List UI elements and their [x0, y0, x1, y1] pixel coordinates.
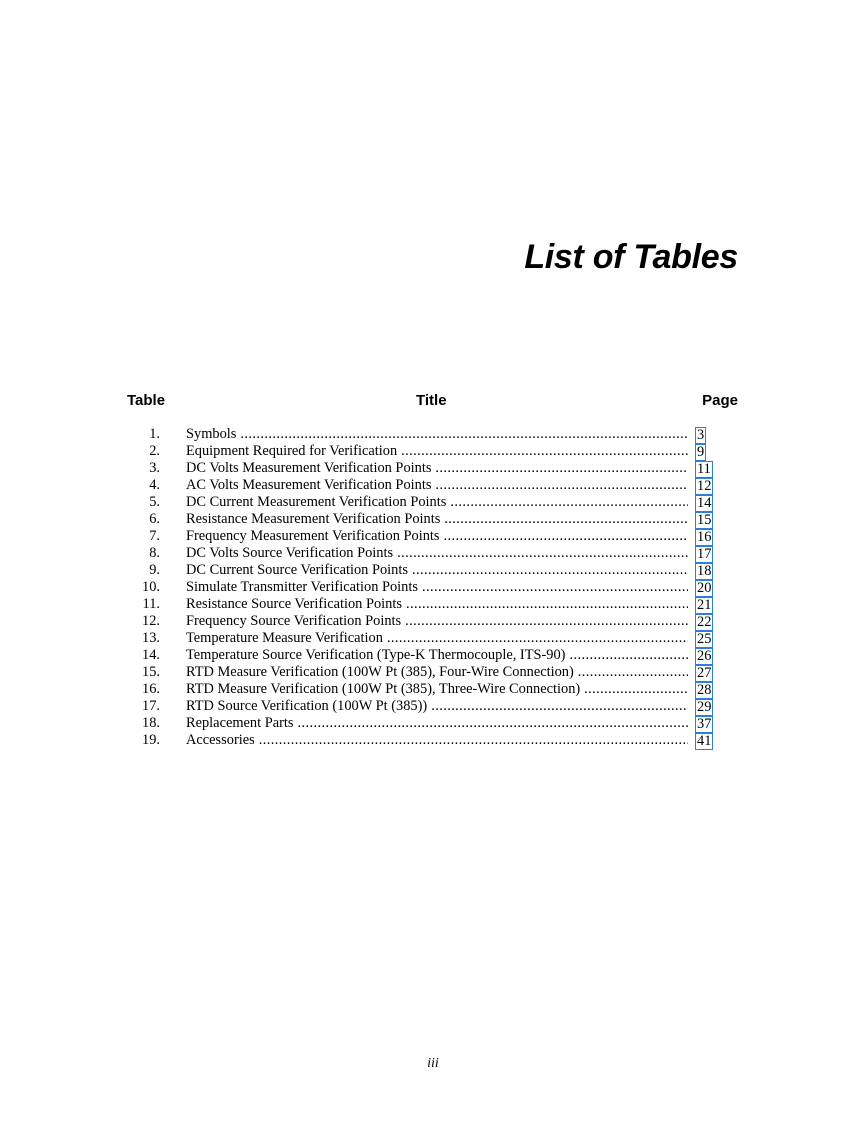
toc-entry-title: RTD Measure Verification (100W Pt (385), Three-Wire Connection) ..... [186, 681, 688, 698]
toc-entry [130, 613, 720, 630]
toc-entry [130, 460, 720, 477]
toc-entry [130, 630, 720, 647]
toc-entry-number: 3. [149, 460, 160, 476]
toc-entry-title: Temperature Measure Verification ..... [186, 630, 688, 647]
toc-entry-page-link[interactable]: 3 [697, 427, 705, 443]
toc-entry-number: 12. [142, 613, 160, 629]
toc-entry-page-link[interactable]: 18 [697, 563, 712, 579]
toc-entry-page-link[interactable]: 16 [697, 529, 712, 545]
toc-entry-title: Resistance Source Verification Points ..... [186, 596, 688, 613]
toc-entry [130, 715, 720, 732]
toc-entry-number: 18. [142, 715, 160, 731]
toc-entry-number: 15. [142, 664, 160, 680]
toc-entry-title: DC Volts Source Verification Points ..... [186, 545, 688, 562]
column-header-table: Table [127, 392, 166, 409]
toc-entry [130, 426, 720, 443]
toc-entry-number: 16. [142, 681, 160, 697]
toc-entry-title: Symbols ..... [186, 426, 688, 443]
toc-entry-page-link[interactable]: 28 [697, 682, 712, 698]
column-header-page: Page [702, 392, 738, 409]
toc-entry-title: Replacement Parts ..... [186, 715, 688, 732]
toc-entry [130, 528, 720, 545]
toc-entry-page-link[interactable]: 15 [697, 512, 712, 528]
toc-entry-number: 1. [149, 426, 160, 442]
page-title: List of Tables [524, 238, 738, 276]
toc-entry-number: 13. [142, 630, 160, 646]
toc-entry [130, 562, 720, 579]
toc-entry-title: Resistance Measurement Verification Points ..... [186, 511, 688, 528]
toc-entry [130, 681, 720, 698]
toc-entry [130, 732, 720, 749]
toc-entry-title: Frequency Source Verification Points ..... [186, 613, 688, 630]
toc-entry-page-link[interactable]: 25 [697, 631, 712, 647]
table-of-contents-list [130, 426, 720, 749]
toc-entry [130, 443, 720, 460]
toc-entry-number: 7. [149, 528, 160, 544]
toc-entry-title: Temperature Source Verification (Type-K Thermocouple, ITS-90) ..... [186, 647, 688, 664]
toc-entry-title: DC Current Source Verification Points ..... [186, 562, 688, 579]
toc-entry-page-link[interactable]: 20 [697, 580, 712, 596]
toc-entry [130, 664, 720, 681]
toc-entry [130, 494, 720, 511]
toc-entry-title: RTD Measure Verification (100W Pt (385), Four-Wire Connection) ..... [186, 664, 688, 681]
toc-entry [130, 596, 720, 613]
column-header-title: Title [416, 392, 447, 409]
toc-entry-number: 8. [149, 545, 160, 561]
toc-entry [130, 511, 720, 528]
toc-entry-title: AC Volts Measurement Verification Points ..... [186, 477, 688, 494]
toc-entry-page-link[interactable]: 14 [697, 495, 712, 511]
toc-entry-page-link[interactable]: 21 [697, 597, 712, 613]
toc-entry [130, 545, 720, 562]
toc-entry-title: DC Volts Measurement Verification Points ..... [186, 460, 688, 477]
toc-entry-title: Accessories ..... [186, 732, 688, 749]
toc-entry-page-link[interactable]: 37 [697, 716, 712, 732]
toc-entry [130, 579, 720, 596]
toc-entry-page-link[interactable]: 11 [697, 461, 711, 477]
toc-entry-page-link[interactable]: 27 [697, 665, 712, 681]
toc-entry-number: 2. [149, 443, 160, 459]
toc-entry-page-link[interactable]: 17 [697, 546, 712, 562]
toc-entry-number: 4. [149, 477, 160, 493]
toc-entry-page-link[interactable]: 9 [697, 444, 705, 460]
toc-entry-title: Frequency Measurement Verification Points ..... [186, 528, 688, 545]
toc-entry-page-link[interactable]: 22 [697, 614, 712, 630]
toc-entry-title: DC Current Measurement Verification Points ..... [186, 494, 688, 511]
page-number-folio: iii [427, 1056, 439, 1071]
toc-entry-number: 9. [149, 562, 160, 578]
toc-entry-page-link[interactable]: 41 [697, 733, 712, 749]
toc-entry-number: 11. [142, 596, 160, 612]
toc-entry [130, 647, 720, 664]
toc-entry-number: 17. [142, 698, 160, 714]
toc-entry-page-link[interactable]: 26 [697, 648, 712, 664]
toc-entry [130, 698, 720, 715]
toc-entry-number: 14. [142, 647, 160, 663]
toc-entry-number: 10. [142, 579, 160, 595]
toc-entry-number: 5. [149, 494, 160, 510]
toc-entry-number: 6. [149, 511, 160, 527]
toc-entry-title: Simulate Transmitter Verification Points ..... [186, 579, 688, 596]
toc-entry [130, 477, 720, 494]
toc-entry-title: Equipment Required for Verification ..... [186, 443, 688, 460]
toc-entry-page-link[interactable]: 29 [697, 699, 712, 715]
toc-entry-number: 19. [142, 732, 160, 748]
toc-entry-page-link[interactable]: 12 [697, 478, 712, 494]
toc-entry-title: RTD Source Verification (100W Pt (385)) ..... [186, 698, 688, 715]
